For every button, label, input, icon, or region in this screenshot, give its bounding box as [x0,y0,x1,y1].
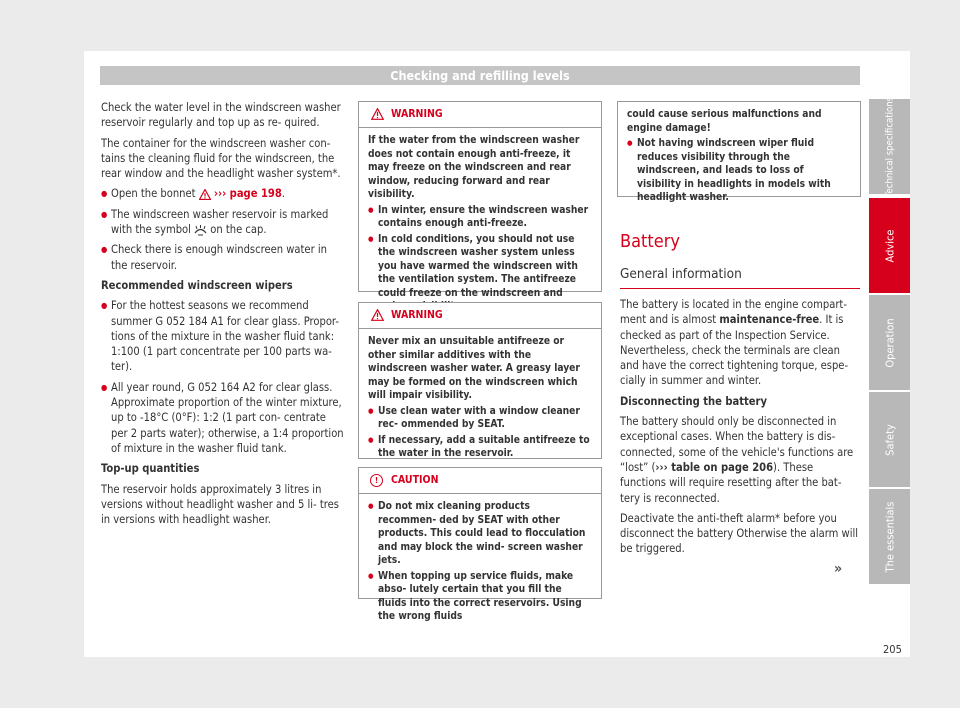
column-1 [101,100,345,532]
list-item: ● Open the bonnet ››› page 198. [101,186,345,201]
divider [620,288,860,289]
section-title: Battery [620,231,680,252]
list-item: ● For the hottest seasons we recommend summer G 052 184 A1 for clear glass. Propor- tions of the mixture in the washer fluid tank: 1:100 (1 part concentrate per 100 parts wa- ter). [101,298,345,374]
washer-fluid-icon [194,225,207,236]
warning-icon [199,189,211,200]
tab-safety[interactable]: Safety [869,392,910,487]
tab-advice[interactable]: Advice [869,198,910,293]
page-header: Checking and refilling levels [100,66,860,85]
subheading: Top-up quantities [101,462,200,476]
warning-text: could cause serious malfunctions and engine damage! [627,109,822,134]
caution-header [359,468,601,494]
warning-icon [371,108,384,120]
column-3 [620,297,860,562]
warning-icon [371,309,384,321]
warning-title: WARNING [391,108,443,120]
subheading: Recommended windscreen wipers [101,278,293,292]
warning-header [359,303,601,329]
caution-box [358,467,602,622]
warning-box [358,101,602,299]
list-item: ● Do not mix cleaning products recommen- ded by SEAT with other products. This could lead to flocculation and may block the wind- screen washer jets. [368,500,591,568]
list-item: ● Use clean water with a window cleaner rec- ommended by SEAT. [368,405,591,432]
alarm-paragraph: Deactivate the anti-theft alarm* before you disconnect the battery Otherwise the alarm will be triggered. [620,511,859,556]
list-item: ● All year round, G 052 164 A2 for clear glass. Approximate proportion of the winter mixture, up to -18°C (0°F): 1:2 (1 part con- centrate per 2 parts water); otherwise, a 1:4 proportion of mixture in the washer fluid tank. [101,380,345,456]
list-item: ● Not having windscreen wiper fluid reduces visibility through the windscreen, and leads to loss of visibility in headlights in models with headlight washer. [627,137,850,205]
page-link[interactable]: ››› page 198 [213,187,282,201]
subheading: Disconnecting the battery [620,394,767,408]
warning-continuation-box [617,101,861,203]
intro-paragraph: Check the water level in the windscreen washer reservoir regularly and top up as re- quired. [101,101,341,130]
container-paragraph: The container for the windscreen washer con- tains the cleaning fluid for the windscreen, the rear window and the headlight washer system*. [101,136,341,181]
table-link[interactable]: ››› table on page 206 [655,460,774,474]
quantity-paragraph: The reservoir holds approximately 3 litres in versions without headlight washer and 5 li- tres in versions with headlight washer. [101,482,339,527]
list-item: ● In winter, ensure the windscreen washer contains enough anti-freeze. [368,204,591,231]
warning-title: WARNING [391,309,443,321]
battery-paragraph: The battery is located in the engine compart- ment and is almost maintenance-free. It is checked as part of the Inspection Service. Nevertheless, check the terminals are clean and have the correct tightening torque, espe- cially in summer and winter. [620,298,849,388]
caution-title: CAUTION [391,474,439,486]
tab-operation[interactable]: Operation [869,295,910,390]
warning-header [359,102,601,128]
list-item: ● When topping up service fluids, make abso- lutely certain that you fill the fluids into the correct reservoirs. Using the wrong fluids [368,570,591,624]
list-item: ● In cold conditions, you should not use the windscreen washer system unless you have warmed the windscreen with the ventilation system. The antifreeze could freeze on the windscreen and [368,233,591,314]
caution-icon: ! [370,474,383,487]
page-number: 205 [883,643,902,656]
disconnect-paragraph: The battery should only be disconnected in exceptional cases. When the battery is dis- connected, some of the vehicle's functions are “lost” (››› table on page 206). These functions will require resetting after the bat- tery is reconnected. [620,415,854,505]
tab-technical-specifications[interactable]: Technical specifications [869,99,910,194]
list-item: ● Check there is enough windscreen water in the reservoir. [101,242,345,273]
continue-icon: » [834,561,843,577]
list-item: ● If necessary, add a suitable antifreeze to the water in the reservoir. [368,434,591,461]
list-item: ● The windscreen washer reservoir is marked with the symbol on the cap. [101,207,345,238]
warning-text: If the water from the windscreen washer does not contain enough anti-freeze, it may freeze on the windscreen and rear window, reducing forward and rear visibility. [368,135,580,200]
warning-box [358,302,602,459]
section-subtitle: General information [620,266,742,282]
tab-the-essentials[interactable]: The essentials [869,489,910,584]
warning-text: Never mix an unsuitable antifreeze or other similar additives with the windscreen washer water. A greasy layer may be formed on the windscreen which will impair visibility. [368,336,580,401]
